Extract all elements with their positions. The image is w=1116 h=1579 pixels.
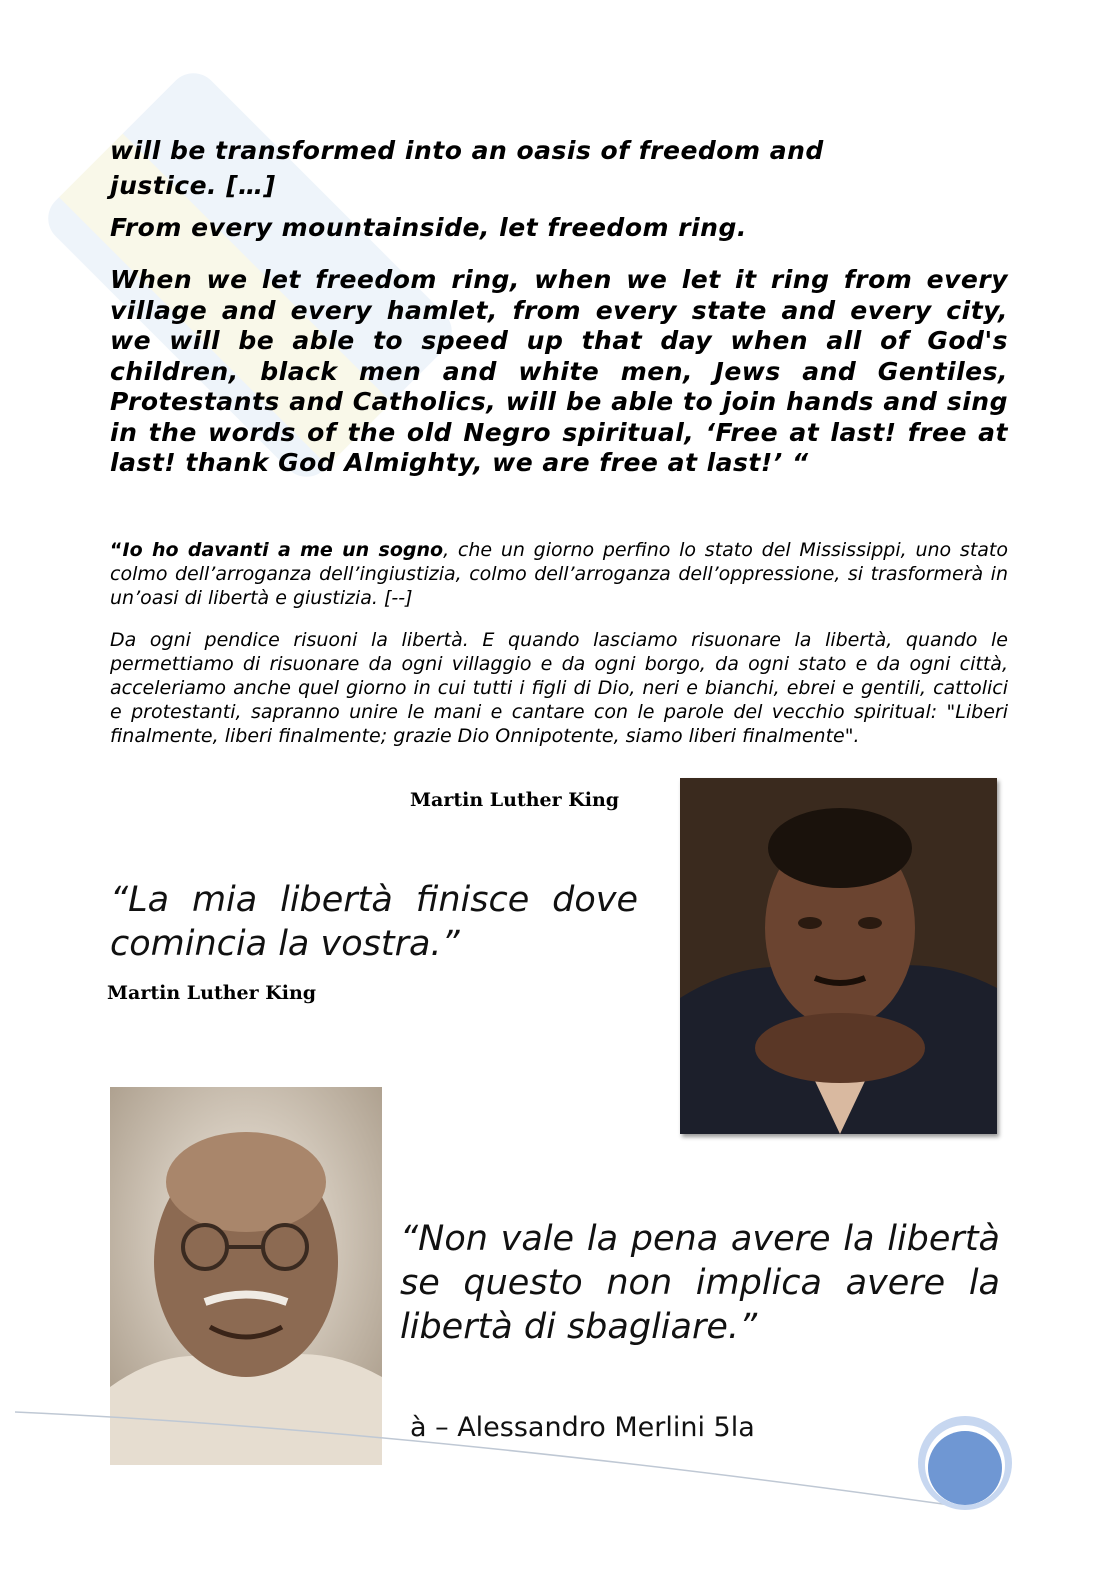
signature-mlk-1: Martin Luther King [410,789,620,811]
italian-para1-rest: , che un giorno perfino lo stato del Mississippi, uno stato colmo dell’arroganza dell’ingiustizia, colmo dell’arroganza dell’oppressione, si trasformerà in un’oasi di libertà e giustizia. [--] [110,539,1008,609]
italian-bold-lead: Io ho davanti a me un sogno [122,539,444,561]
open-quote-mark: “ [110,539,123,561]
italian-paragraph-1 [110,538,1008,610]
mlk-quote: “La mia libertà finisce dove comincia la vostra.” [110,880,638,964]
mlk-photo [680,778,997,1134]
footer-circle-icon [915,1413,1015,1513]
italian-paragraph-2: Da ogni pendice risuoni la libertà. E quando lasciamo risuonare la libertà, quando le permettiamo di risuonare da ogni villaggio e da ogni borgo, da ogni stato e da ogni città, acceleriamo anche quel giorno in cui tutti i figli di Dio, neri e bianchi, ebrei e gentili, cattolici e protestanti, sapranno unire le mani e cantare con le parole del vecchio spiritual: "Liberi finalmente, liberi finalmente; grazie Dio Onnipotente, siamo liberi finalmente". [110,629,1008,747]
english-line-3: From every mountainside, let freedom ring. [110,213,747,242]
gandhi-photo [110,1087,382,1465]
signature-mlk-2: Martin Luther King [107,982,317,1004]
english-paragraph: When we let freedom ring, when we let it ring from every village and every hamlet, from every state and every city, we will be able to speed up that day when all of God's children, black men and white men, Jews and Gentiles, Protestants and Catholics, will be able to join hands and sing in the words of the old Negro spiritual, ‘Free at last! free at last! thank God Almighty, we are free at last!’ “ [110,265,1008,477]
footer-author: à – Alessandro Merlini 5la [410,1412,755,1443]
english-line-1: will be transformed into an oasis of freedom and [110,136,824,165]
english-line-2: justice. […] [110,171,276,200]
gandhi-quote: “Non vale la pena avere la libertà se questo non implica avere la libertà di sbagliare.” [400,1219,1000,1347]
